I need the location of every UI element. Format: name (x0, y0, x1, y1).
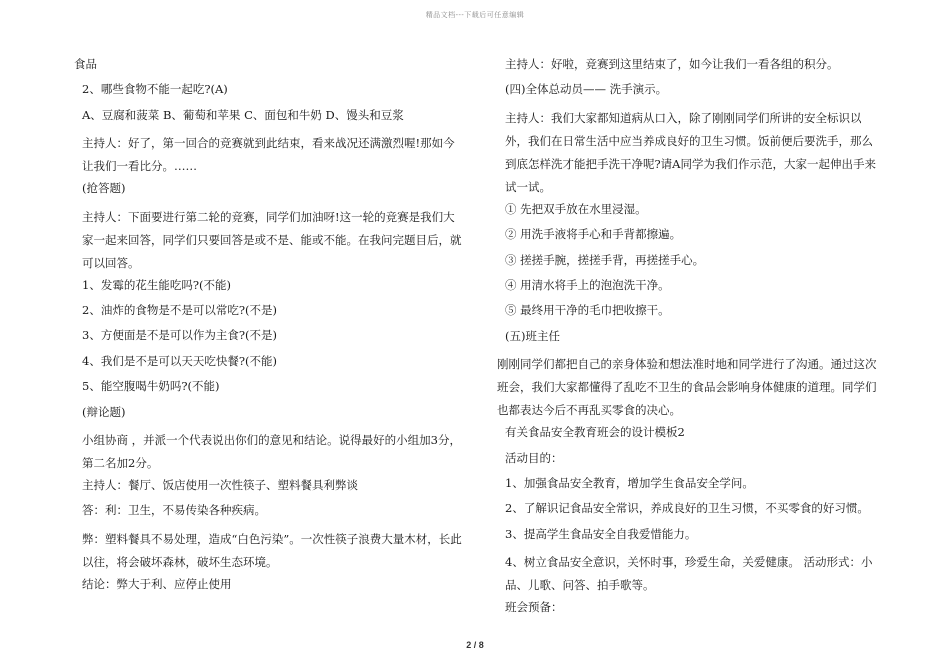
page-number: 2 / 8 (466, 640, 484, 650)
section-title: 有关食品安全教育班会的设计模板2 (505, 425, 685, 440)
text-line: 结论：弊大于利、应停止使用 (82, 576, 232, 591)
text-paragraph: 弊：塑料餐具不易处理，造成“白色污染”。一次性筷子浪费大量木材，长此以往，将会破坏森林，破坏生态环境。 (82, 531, 462, 569)
text-line: 主持人：好啦，竞赛到这里结束了，如今让我们一看各组的积分。 (505, 57, 839, 71)
text-line: 活动目的： (505, 450, 563, 465)
text-line: 2、了解识记食品安全常识，养成良好的卫生习惯，不买零食的好习惯。 (505, 501, 869, 516)
right-column (497, 56, 877, 624)
text-line: ② 用洗手液将手心和手背都擦遍。 (505, 227, 682, 242)
text-line: ⑤ 最终用干净的毛巾把收擦干。 (505, 303, 670, 318)
text-paragraph: 主持人：我们大家都知道病从口入，除了刚刚同学们所讲的安全标识以外，我们在日常生活中应当养成良好的卫生习惯。饭前便后要洗手，那么到底怎样洗才能把手洗干净呢?请A同学为我们作示范，大家一起伸出手来试一试。 (505, 110, 876, 194)
text-line: 食品 (74, 57, 97, 71)
text-line: 答：利：卫生，不易传染各种疾病。 (82, 503, 266, 518)
text-line: ① 先把双手放在水里浸湿。 (505, 201, 647, 216)
text-line: (四)全体总动员—— 洗手演示。 (505, 82, 668, 97)
text-line: 班会预备： (505, 600, 563, 615)
text-line: ④ 用清水将手上的泡泡洗干净。 (505, 277, 670, 292)
text-line: 4、我们是不是可以天天吃快餐?(不能) (82, 353, 277, 368)
text-line: (抢答题) (82, 181, 126, 196)
text-paragraph: 4、树立食品安全意识，关怀时事，珍爱生命，关爱健康。 活动形式：小品、儿歌、问答、拍手歌等。 (505, 555, 873, 593)
text-line: 3、提高学生食品安全自我爱惜能力。 (505, 526, 697, 541)
text-line: 主持人：餐厅、饭店使用一次性筷子、塑料餐具利弊谈 (82, 477, 358, 492)
text-line: 1、加强食品安全教育，增加学生食品安全学问。 (505, 475, 754, 490)
text-line: A、豆腐和菠菜 B、葡萄和苹果 C、面包和牛奶 D、馒头和豆浆 (82, 107, 404, 122)
left-column (74, 56, 466, 601)
text-paragraph: 主持人：好了，第一回合的竞赛就到此结束，看来战况还满激烈喔!那如今让我们一看比分。…… (82, 136, 455, 174)
page-header: 精品文档---下载后可任意编辑 (425, 11, 525, 19)
text-line: (辩论题) (82, 404, 126, 419)
text-line: ③ 搓搓手腕，搓搓手背，再搓搓手心。 (505, 252, 705, 267)
text-line: 2、哪些食物不能一起吃?(A) (82, 82, 228, 97)
text-line: 5、能空腹喝牛奶吗?(不能) (82, 379, 220, 394)
text-line: 1、发霉的花生能吃吗?(不能) (82, 277, 231, 292)
text-line: 3、方便面是不是可以作为主食?(不是) (82, 328, 277, 343)
text-line: 2、油炸的食物是不是可以常吃?(不是) (82, 302, 277, 317)
text-paragraph: 小组协商 ，并派一个代表说出你们的意见和结论。说得最好的小组加3分，第二名加2分。 (82, 432, 461, 470)
text-line: (五)班主任 (505, 328, 560, 343)
text-paragraph: 刚刚同学们都把自己的亲身体验和想法准时地和同学进行了沟通。通过这次班会，我们大家都懂得了乱吃不卫生的食品会影响身体健康的道理。同学们也都表达今后不再乱买零食的决心。 (497, 357, 877, 418)
text-paragraph: 主持人：下面要进行第二轮的竞赛，同学们加油呀!这一轮的竞赛是我们大家一起来回答，同学们只要回答是或不是、能或不能。在我问完题目后，就可以回答。 (82, 209, 462, 270)
